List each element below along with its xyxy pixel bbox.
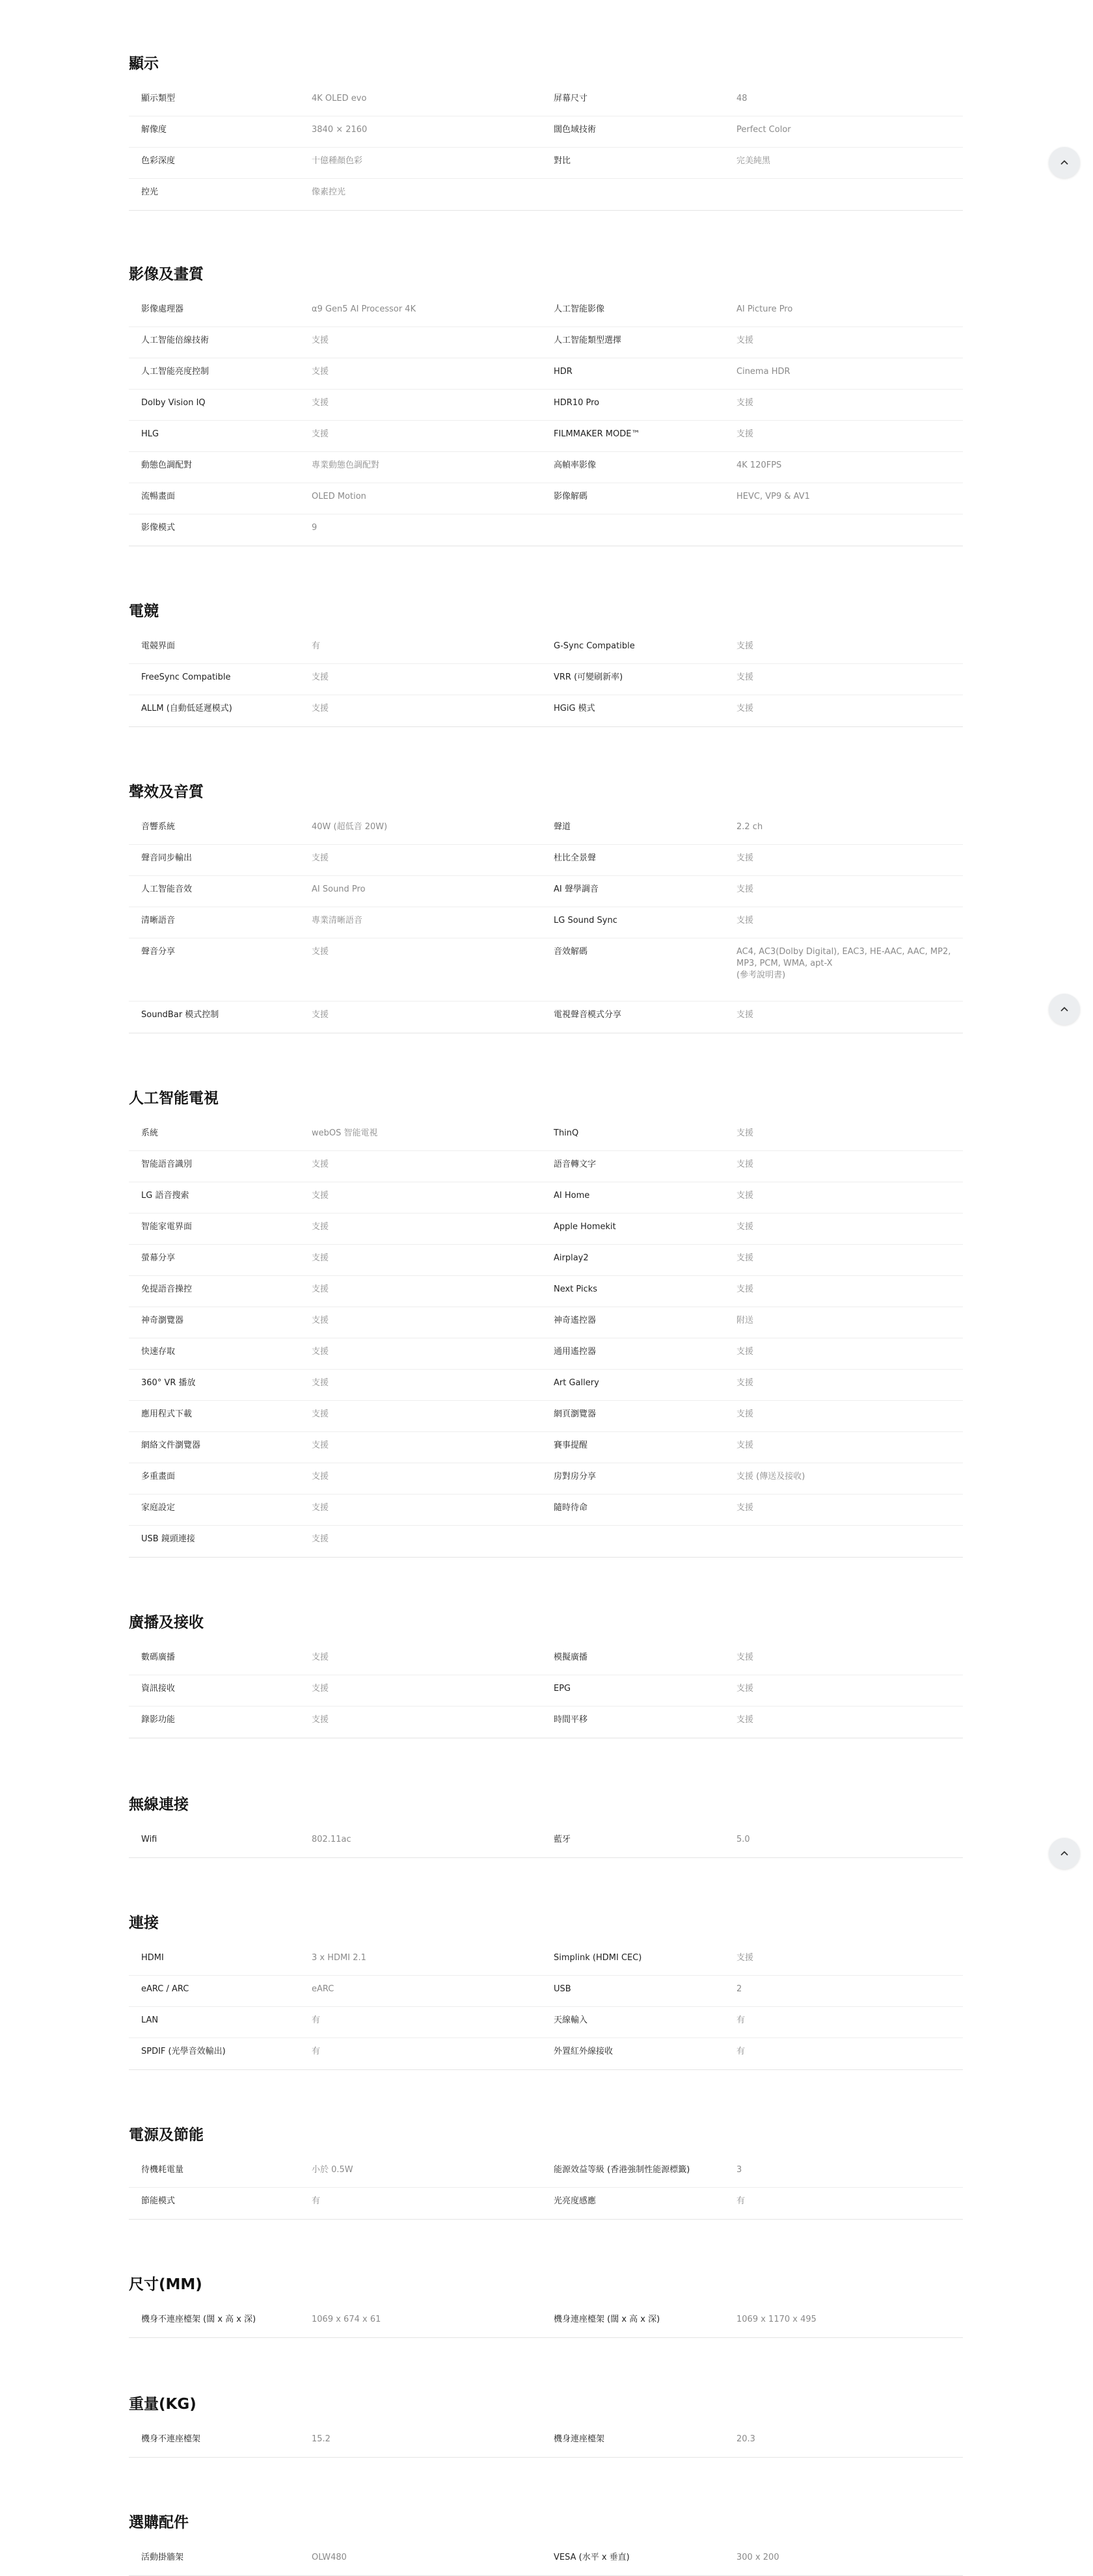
spec-value: 3 — [736, 2165, 742, 2175]
scroll-top-button[interactable] — [1049, 994, 1080, 1025]
spec-value: 專業動態色調配對 — [312, 460, 380, 470]
scroll-top-button[interactable] — [1049, 1838, 1080, 1869]
spec-label: Wifi — [141, 1835, 157, 1844]
scroll-top-button[interactable] — [1049, 147, 1080, 178]
spec-value: 1069 x 674 x 61 — [312, 2315, 381, 2324]
spec-label: SoundBar 模式控制 — [141, 1010, 219, 1020]
spec-label: Dolby Vision IQ — [141, 398, 206, 408]
spec-value: 4K OLED evo — [312, 94, 367, 103]
spec-label: 光亮度感應 — [554, 2196, 597, 2206]
spec-value: 支援 — [312, 1191, 329, 1201]
spec-value: 支援 — [736, 1441, 754, 1450]
spec-row — [129, 327, 963, 358]
spec-row — [129, 421, 963, 452]
spec-row — [129, 1151, 963, 1182]
spec-row — [129, 1338, 963, 1370]
chevron-up-icon — [1059, 1003, 1070, 1015]
spec-row — [129, 1526, 963, 1557]
spec-value: 支援 — [312, 1222, 329, 1232]
spec-value: 20.3 — [736, 2434, 755, 2444]
spec-value: 有 — [312, 2196, 321, 2206]
spec-row — [129, 390, 963, 421]
spec-label: 錄影功能 — [141, 1715, 176, 1725]
spec-value: 支援 — [312, 1316, 329, 1325]
spec-label: 節能模式 — [141, 2196, 176, 2206]
spec-table — [129, 1945, 963, 2070]
spec-row — [129, 1245, 963, 1276]
spec-value: 支援 — [736, 1010, 754, 1020]
spec-section — [129, 1792, 963, 1858]
spec-label: 網頁瀏覽器 — [554, 1409, 597, 1419]
spec-row — [129, 452, 963, 483]
spec-value: 支援 — [736, 1222, 754, 1232]
spec-row — [129, 1945, 963, 1976]
spec-label: 活動掛牆架 — [141, 2553, 184, 2562]
spec-label: 天線輸入 — [554, 2015, 588, 2025]
spec-label: 機身連座檯架 (闊 x 高 x 深) — [554, 2315, 660, 2324]
spec-label: 360° VR 播放 — [141, 1378, 196, 1388]
spec-label: 通用遙控器 — [554, 1347, 597, 1357]
spec-label: SPDIF (光學音效輸出) — [141, 2047, 226, 2056]
spec-value: 支援 — [736, 641, 754, 651]
spec-label: 控光 — [141, 187, 159, 197]
spec-row — [129, 1432, 963, 1463]
spec-row — [129, 695, 963, 726]
spec-section — [129, 1085, 963, 1558]
spec-label: 外置紅外線接收 — [554, 2047, 614, 2056]
spec-row — [129, 296, 963, 327]
spec-value: 支援 — [312, 1347, 329, 1357]
spec-value: HEVC, VP9 & AV1 — [736, 492, 810, 501]
spec-label: Art Gallery — [554, 1378, 599, 1388]
spec-row — [129, 1370, 963, 1401]
spec-label: ALLM (自動低延遲模式) — [141, 704, 232, 713]
spec-label: 機身不連座檯架 — [141, 2434, 201, 2444]
spec-row — [129, 483, 963, 514]
spec-value: OLW480 — [312, 2553, 347, 2562]
spec-row — [129, 1644, 963, 1675]
spec-value: 支援 — [736, 853, 754, 863]
spec-label: 對比 — [554, 156, 571, 166]
spec-label: USB 鏡頭連接 — [141, 1534, 195, 1544]
spec-label: 色彩深度 — [141, 156, 176, 166]
spec-label: 免提語音操控 — [141, 1284, 193, 1294]
spec-row — [129, 1675, 963, 1706]
spec-label: 神奇瀏覽器 — [141, 1316, 184, 1325]
spec-row — [129, 2038, 963, 2069]
spec-section — [129, 598, 963, 727]
spec-value: 支援 — [312, 1284, 329, 1294]
spec-value: 3840 × 2160 — [312, 125, 368, 135]
spec-label: 多重畫面 — [141, 1472, 176, 1481]
spec-value: 支援 — [312, 1010, 329, 1020]
spec-label: HDR — [554, 367, 573, 377]
spec-value: Cinema HDR — [736, 367, 790, 377]
spec-value: 支援 — [312, 853, 329, 863]
spec-row — [129, 1976, 963, 2007]
spec-value: Perfect Color — [736, 125, 791, 135]
spec-value: 支援 — [312, 1409, 329, 1419]
spec-row — [129, 1706, 963, 1738]
spec-row — [129, 2426, 963, 2457]
spec-value: 支援 — [736, 672, 754, 682]
spec-label: FILMMAKER MODE™ — [554, 429, 640, 439]
spec-label: 資訊接收 — [141, 1684, 176, 1693]
spec-value: 支援 — [312, 336, 329, 345]
spec-table — [129, 296, 963, 546]
section-title: 電競 — [129, 603, 159, 620]
spec-label: ThinQ — [554, 1128, 579, 1138]
spec-value: webOS 智能電視 — [312, 1128, 378, 1138]
spec-value: 支援 — [736, 398, 754, 408]
spec-value: 有 — [312, 2015, 321, 2025]
spec-value: 1069 x 1170 x 495 — [736, 2315, 816, 2324]
spec-value: 附送 — [736, 1316, 754, 1325]
spec-label: G-Sync Compatible — [554, 641, 635, 651]
spec-label: 智能家電界面 — [141, 1222, 193, 1232]
spec-label: 人工智能亮度控制 — [141, 367, 209, 377]
spec-label: 影像處理器 — [141, 304, 184, 314]
spec-value: 支援 — [312, 398, 329, 408]
spec-row — [129, 876, 963, 907]
spec-row — [129, 2544, 963, 2575]
spec-label: 模擬廣播 — [554, 1653, 588, 1662]
spec-label: 快速存取 — [141, 1347, 176, 1357]
spec-row — [129, 116, 963, 148]
section-title: 無線連接 — [129, 1796, 189, 1813]
spec-section — [129, 2510, 963, 2576]
spec-table — [129, 2306, 963, 2338]
spec-value: 支援 — [736, 704, 754, 713]
spec-value: 支援 — [312, 1653, 329, 1662]
spec-label: 螢幕分享 — [141, 1253, 176, 1263]
spec-row — [129, 907, 963, 938]
spec-label: eARC / ARC — [141, 1984, 189, 1994]
spec-value: 專業清晰語音 — [312, 916, 363, 925]
spec-label: 能源效益等級 (香港強制性能源標籤) — [554, 2165, 690, 2175]
spec-table — [129, 814, 963, 1033]
spec-row — [129, 1214, 963, 1245]
spec-row — [129, 358, 963, 390]
spec-label: 數碼廣播 — [141, 1653, 176, 1662]
spec-value: 有 — [736, 2196, 746, 2206]
spec-label: 屏幕尺寸 — [554, 94, 588, 103]
spec-value: AI Picture Pro — [736, 304, 793, 314]
spec-value: 9 — [312, 523, 317, 533]
spec-value: 支援 — [736, 1191, 754, 1201]
spec-row — [129, 514, 963, 546]
spec-label: 機身連座檯架 — [554, 2434, 605, 2444]
spec-label: 音效解碼 — [554, 947, 588, 957]
spec-table — [129, 633, 963, 727]
spec-table — [129, 1120, 963, 1558]
spec-value: 支援 — [736, 916, 754, 925]
spec-row — [129, 1494, 963, 1526]
spec-value: 支援 — [736, 1653, 754, 1662]
spec-value: 十億種顏色彩 — [312, 156, 363, 166]
spec-label: 藍牙 — [554, 1835, 571, 1844]
spec-value: eARC — [312, 1984, 334, 1994]
spec-value: 支援 — [312, 1441, 329, 1450]
spec-label: 時間平移 — [554, 1715, 588, 1725]
spec-section — [129, 1910, 963, 2070]
section-title: 聲效及音質 — [129, 784, 204, 801]
spec-value: 支援 — [736, 336, 754, 345]
spec-row — [129, 85, 963, 116]
spec-value: 支援 — [312, 704, 329, 713]
spec-label: 智能語音識別 — [141, 1160, 193, 1169]
spec-label: 音響系統 — [141, 822, 176, 832]
spec-value: 支援 — [736, 1160, 754, 1169]
section-title: 人工智能電視 — [129, 1090, 219, 1107]
spec-value: 支援 — [312, 1378, 329, 1388]
spec-value: 支援 — [312, 672, 329, 682]
spec-row — [129, 664, 963, 695]
spec-value: 有 — [736, 2015, 746, 2025]
spec-label: LAN — [141, 2015, 159, 2025]
spec-value: 支援 — [312, 429, 329, 439]
spec-value: 支援 — [736, 884, 754, 894]
spec-label: 人工智能影像 — [554, 304, 605, 314]
spec-label: 杜比全景聲 — [554, 853, 597, 863]
spec-value: 15.2 — [312, 2434, 331, 2444]
spec-label: HDR10 Pro — [554, 398, 600, 408]
spec-value: 支援 — [736, 429, 754, 439]
spec-value: 3 x HDMI 2.1 — [312, 1953, 366, 1963]
spec-table — [129, 2157, 963, 2220]
spec-label: LG Sound Sync — [554, 916, 617, 925]
spec-label: 隨時待命 — [554, 1503, 588, 1513]
section-title: 電源及節能 — [129, 2127, 204, 2144]
spec-section — [129, 2122, 963, 2220]
spec-section — [129, 1610, 963, 1738]
spec-value: 支援 — [312, 947, 329, 957]
spec-value: 支援 — [736, 1409, 754, 1419]
spec-label: 神奇遙控器 — [554, 1316, 597, 1325]
spec-value: 支援 — [312, 1684, 329, 1693]
spec-label: 電視聲音模式分享 — [554, 1010, 622, 1020]
spec-value: 2 — [736, 1984, 742, 1994]
spec-label: 解像度 — [141, 125, 167, 135]
spec-label: Airplay2 — [554, 1253, 589, 1263]
spec-value: 有 — [312, 641, 321, 651]
spec-row — [129, 2306, 963, 2337]
spec-label: 動態色調配對 — [141, 460, 193, 470]
spec-label: HDMI — [141, 1953, 164, 1963]
spec-value: 2.2 ch — [736, 822, 763, 832]
spec-section — [129, 51, 963, 211]
spec-section — [129, 261, 963, 546]
spec-label: HGiG 模式 — [554, 704, 595, 713]
spec-label: AI 聲學調音 — [554, 884, 599, 894]
spec-label: 聲音分享 — [141, 947, 176, 957]
spec-value: 300 x 200 — [736, 2553, 779, 2562]
spec-section — [129, 2272, 963, 2338]
spec-label: 語音轉文字 — [554, 1160, 597, 1169]
spec-value: 支援 — [312, 367, 329, 377]
spec-value: 支援 — [312, 1472, 329, 1481]
spec-value: 小於 0.5W — [312, 2165, 353, 2175]
spec-label: VRR (可變刷新率) — [554, 672, 623, 682]
spec-row — [129, 1307, 963, 1338]
section-title: 廣播及接收 — [129, 1614, 204, 1631]
spec-label: 人工智能類型選擇 — [554, 336, 622, 345]
spec-value: 48 — [736, 94, 748, 103]
spec-label: 流暢畫面 — [141, 492, 176, 501]
section-title: 連接 — [129, 1915, 159, 1932]
spec-label: 賽事提醒 — [554, 1441, 588, 1450]
spec-value: 支援 — [736, 1284, 754, 1294]
spec-row — [129, 2188, 963, 2219]
spec-label: 系統 — [141, 1128, 159, 1138]
spec-value: 支援 — [312, 1253, 329, 1263]
spec-value: AC4, AC3(Dolby Digital), EAC3, HE-AAC, AAC, MP2, MP3, PCM, WMA, apt-X (參考說明書) — [736, 947, 951, 980]
spec-row — [129, 148, 963, 179]
spec-label: 家庭設定 — [141, 1503, 176, 1513]
spec-sheet — [129, 51, 963, 2576]
spec-table — [129, 1644, 963, 1738]
spec-section — [129, 2391, 963, 2458]
spec-value: 完美純黑 — [736, 156, 771, 166]
spec-label: 影像解碼 — [554, 492, 588, 501]
spec-value: 支援 — [736, 1253, 754, 1263]
spec-value: AI Sound Pro — [312, 884, 366, 894]
spec-value: OLED Motion — [312, 492, 366, 501]
spec-label: 房對房分享 — [554, 1472, 597, 1481]
spec-value: 支援 — [312, 1503, 329, 1513]
spec-value: 像素控光 — [312, 187, 346, 197]
spec-row — [129, 179, 963, 210]
section-title: 尺寸(MM) — [129, 2276, 202, 2293]
spec-row — [129, 1182, 963, 1214]
spec-label: 電競界面 — [141, 641, 176, 651]
spec-row — [129, 1120, 963, 1151]
spec-table — [129, 2426, 963, 2458]
spec-label: Apple Homekit — [554, 1222, 616, 1232]
spec-row — [129, 2007, 963, 2038]
spec-row — [129, 1401, 963, 1432]
spec-row — [129, 938, 963, 1002]
chevron-up-icon — [1059, 1848, 1070, 1859]
spec-value: 40W (超低音 20W) — [312, 822, 388, 832]
spec-row — [129, 845, 963, 876]
spec-table — [129, 2544, 963, 2576]
spec-label: 顯示類型 — [141, 94, 176, 103]
spec-section — [129, 779, 963, 1033]
spec-value: 4K 120FPS — [736, 460, 782, 470]
spec-label: VESA (水平 x 垂直) — [554, 2553, 630, 2562]
spec-value: 支援 — [736, 1347, 754, 1357]
spec-label: 影像模式 — [141, 523, 176, 533]
spec-label: 應用程式下載 — [141, 1409, 193, 1419]
spec-value: 支援 — [736, 1503, 754, 1513]
spec-label: Next Picks — [554, 1284, 598, 1294]
spec-table — [129, 1826, 963, 1858]
spec-value: 支援 (傳送及接收) — [736, 1472, 805, 1481]
spec-value: 支援 — [736, 1953, 754, 1963]
spec-table — [129, 85, 963, 211]
spec-value: 有 — [736, 2047, 746, 2056]
spec-label: 網絡文件瀏覽器 — [141, 1441, 201, 1450]
spec-value: 有 — [312, 2047, 321, 2056]
spec-label: HLG — [141, 429, 159, 439]
spec-row — [129, 2157, 963, 2188]
spec-value: 5.0 — [736, 1835, 750, 1844]
spec-label: 聲音同步輸出 — [141, 853, 193, 863]
spec-value: 支援 — [312, 1160, 329, 1169]
spec-value: 支援 — [736, 1715, 754, 1725]
spec-row — [129, 1276, 963, 1307]
spec-label: AI Home — [554, 1191, 590, 1201]
spec-label: 高幀率影像 — [554, 460, 597, 470]
spec-label: 待機耗電量 — [141, 2165, 184, 2175]
spec-value: 支援 — [736, 1684, 754, 1693]
spec-label: 清晰語音 — [141, 916, 176, 925]
spec-label: 人工智能音效 — [141, 884, 193, 894]
section-title: 影像及畫質 — [129, 266, 204, 283]
spec-label: 聲道 — [554, 822, 571, 832]
spec-label: 機身不連座檯架 (闊 x 高 x 深) — [141, 2315, 256, 2324]
spec-label: 闊色域技術 — [554, 125, 597, 135]
spec-value: 支援 — [312, 1715, 329, 1725]
spec-label: LG 語音搜索 — [141, 1191, 189, 1201]
spec-row — [129, 1002, 963, 1033]
spec-label: EPG — [554, 1684, 571, 1693]
spec-value: 支援 — [736, 1378, 754, 1388]
spec-value: 802.11ac — [312, 1835, 351, 1844]
spec-value: 支援 — [312, 1534, 329, 1544]
spec-row — [129, 633, 963, 664]
chevron-up-icon — [1059, 157, 1070, 168]
spec-row — [129, 1826, 963, 1857]
spec-label: Simplink (HDMI CEC) — [554, 1953, 642, 1963]
spec-label: USB — [554, 1984, 571, 1994]
spec-value: 支援 — [736, 1128, 754, 1138]
spec-label: 人工智能倍線技術 — [141, 336, 209, 345]
spec-row — [129, 814, 963, 845]
spec-value: α9 Gen5 AI Processor 4K — [312, 304, 416, 314]
spec-label: FreeSync Compatible — [141, 672, 231, 682]
section-title: 選購配件 — [129, 2514, 189, 2531]
spec-row — [129, 1463, 963, 1494]
section-title: 顯示 — [129, 55, 159, 72]
section-title: 重量(KG) — [129, 2396, 196, 2413]
